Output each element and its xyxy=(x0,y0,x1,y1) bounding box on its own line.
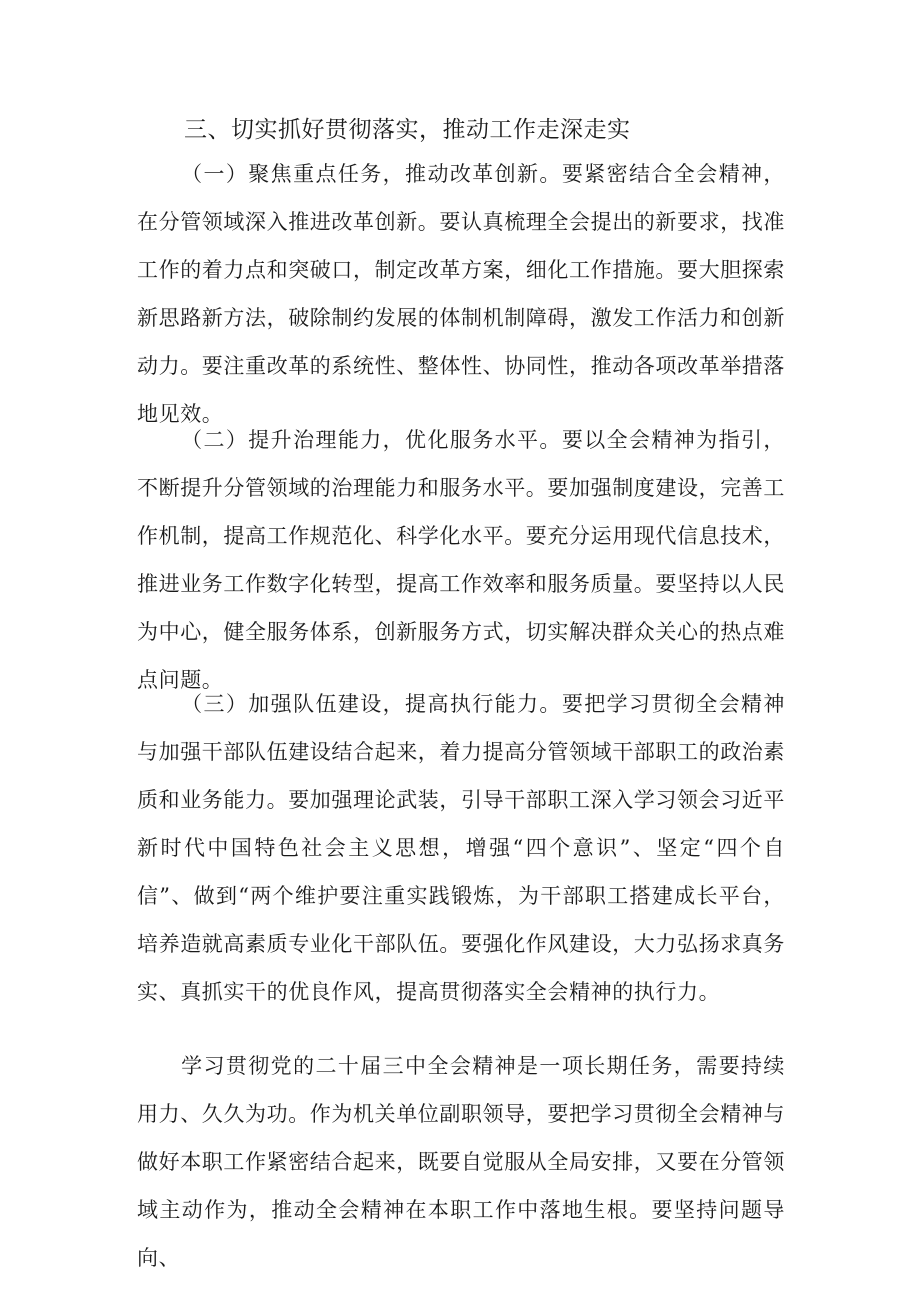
paragraph-reform-innovation: （一）聚焦重点任务，推动改革创新。要紧密结合全会精神，在分管领域深入推进改革创新。要认真梳理全会提出的新要求，找准工作的着力点和突破口，制定改革方案，细化工作措施。要大胆探索新思路新方法，破除制约发展的体制机制障碍，激发工作活力和创新动力。要注重改革的系统性、整体性、协同性，推动各项改革举措落地见效。 xyxy=(137,162,785,426)
paragraph-governance-service: （二）提升治理能力，优化服务水平。要以全会精神为指引，不断提升分管领域的治理能力和服务水平。要加强制度建设，完善工作机制，提高工作规范化、科学化水平。要充分运用现代信息技术，推进业务工作数字化转型，提高工作效率和服务质量。要坚持以人民为中心，健全服务体系，创新服务方式，切实解决群众关心的热点难点问题。 xyxy=(137,428,785,692)
section-heading: 三、切实抓好贯彻落实，推动工作走深走实 xyxy=(184,117,631,143)
paragraph-team-building: （三）加强队伍建设，提高执行能力。要把学习贯彻全会精神与加强干部队伍建设结合起来，着力提高分管领域干部职工的政治素质和业务能力。要加强理论武装，引导干部职工深入学习领会习近平新时代中国特色社会主义思想，增强“四个意识”、坚定“四个自信”、做到“两个维护要注重实践锻炼，为干部职工搭建成长平台，培养造就高素质专业化干部队伍。要强化作风建设，大力弘扬求真务实、真抓实干的优良作风，提高贯彻落实全会精神的执行力。 xyxy=(137,692,785,1004)
paragraph-conclusion: 学习贯彻党的二十届三中全会精神是一项长期任务，需要持续用力、久久为功。作为机关单位副职领导，要把学习贯彻全会精神与做好本职工作紧密结合起来，既要自觉服从全局安排，又要在分管领域主动作为，推动全会精神在本职工作中落地生根。要坚持问题导向、 xyxy=(137,1054,785,1270)
